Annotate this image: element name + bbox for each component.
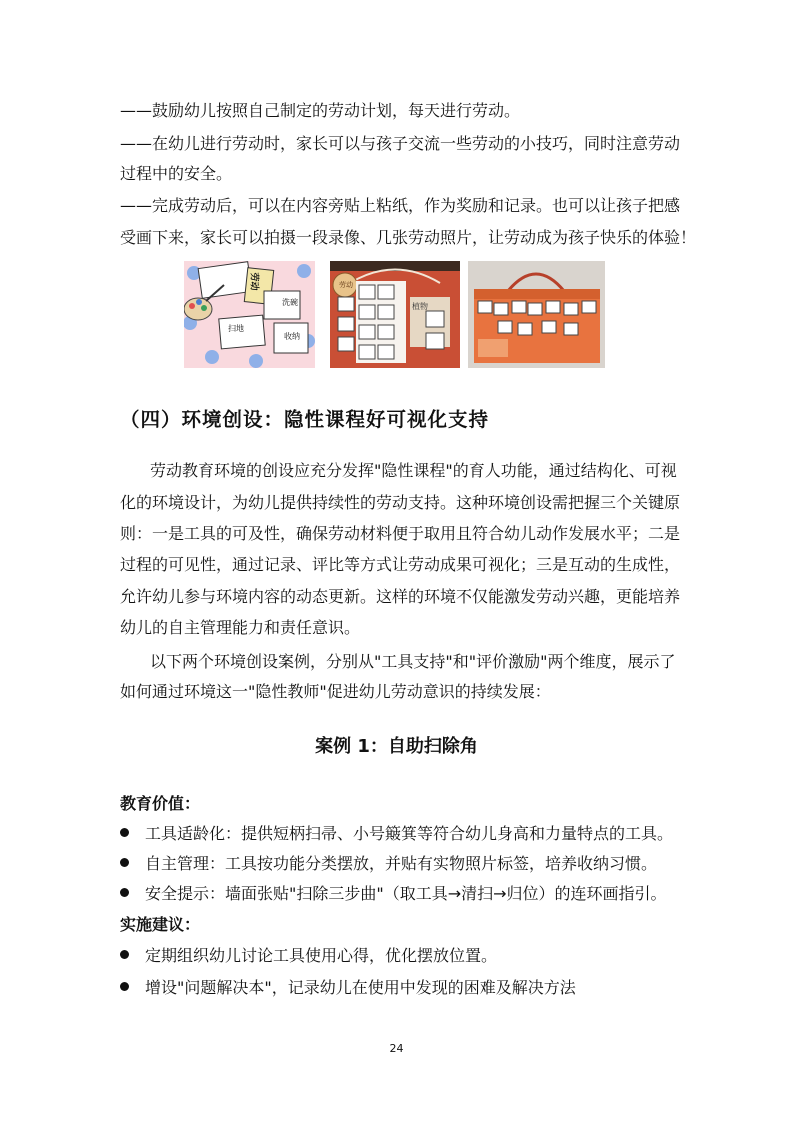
value-item-text: 自主管理：工具按功能分类摆放，并贴有实物照片标签，培养收纳习惯。 <box>145 854 658 873</box>
board-badge-label: 劳动 <box>339 281 353 289</box>
card-label-d: 收纳 <box>284 332 300 341</box>
value-label: 教育价值： <box>120 794 201 813</box>
para1-line-6: 幼儿的自主管理能力和责任意识。 <box>120 618 361 637</box>
intro-line-5: 受画下来，家长可以拍摄一段录像、几张劳动照片，让劳动成为孩子快乐的体验！ <box>120 228 697 247</box>
page-number: 24 <box>389 1042 404 1055</box>
bullet-dot <box>120 828 129 837</box>
bullet-dot <box>120 982 129 991</box>
bullet-dot <box>120 888 129 897</box>
suggest-item-text: 增设"问题解决本"，记录幼儿在使用中发现的困难及解决方法 <box>145 978 576 997</box>
value-item-2 <box>120 851 657 874</box>
suggest-label: 实施建议： <box>120 915 201 934</box>
para1-line-5: 允许幼儿参与环境内容的动态更新。这样的环境不仅能激发劳动兴趣，更能培养 <box>120 587 681 606</box>
intro-line-4: ——完成劳动后，可以在内容旁贴上粘纸，作为奖励和记录。也可以让孩子把感 <box>120 196 681 215</box>
bullet-dot <box>120 950 129 959</box>
para2-line-1: 以下两个环境创设案例，分别从"工具支持"和"评价激励"两个维度，展示了 <box>150 652 676 671</box>
case-title: 案例 1：自助扫除角 <box>315 736 478 757</box>
bullet-dot <box>120 858 129 867</box>
photo-orange-bag <box>468 261 605 368</box>
para1-line-4: 过程的可见性，通过记录、评比等方式让劳动成果可视化；三是互动的生成性， <box>120 555 681 574</box>
intro-line-1: ——鼓励幼儿按照自己制定的劳动计划，每天进行劳动。 <box>120 101 521 120</box>
board-label: 植物 <box>412 302 428 311</box>
card-label-a: 劳动 <box>248 272 259 291</box>
suggest-item-2 <box>120 975 576 998</box>
para1-line-1: 劳动教育环境的创设应充分发挥"隐性课程"的育人功能，通过结构化、可视 <box>150 461 677 480</box>
orange-bag-illustration <box>468 261 605 368</box>
value-item-text: 安全提示：墙面张贴"扫除三步曲"（取工具→清扫→归位）的连环画指引。 <box>145 884 667 903</box>
value-item-3 <box>120 881 667 904</box>
para1-line-2: 化的环境设计，为幼儿提供持续性的劳动支持。这种环境创设需把握三个关键原 <box>120 493 681 512</box>
value-item-1 <box>120 821 673 844</box>
suggest-item-1 <box>120 943 497 966</box>
suggest-item-text: 定期组织幼儿讨论工具使用心得，优化摆放位置。 <box>145 946 498 965</box>
intro-line-3: 过程中的安全。 <box>120 164 233 183</box>
value-item-text: 工具适龄化：提供短柄扫帚、小号簸箕等符合幼儿身高和力量特点的工具。 <box>145 824 674 843</box>
card-label-b: 洗碗 <box>282 298 298 307</box>
para2-line-2: 如何通过环境这一"隐性教师"促进幼儿劳动意识的持续发展： <box>120 682 551 701</box>
section-heading: （四）环境创设：隐性课程好可视化支持 <box>120 408 490 431</box>
photo-orange-board <box>330 261 460 368</box>
card-label-c: 扫地 <box>228 324 244 333</box>
photo-labor-cards <box>184 261 315 368</box>
orange-board-illustration <box>330 261 460 368</box>
intro-line-2: ——在幼儿进行劳动时，家长可以与孩子交流一些劳动的小技巧，同时注意劳动 <box>120 134 681 153</box>
para1-line-3: 则：一是工具的可及性，确保劳动材料便于取用且符合幼儿动作发展水平；二是 <box>120 524 681 543</box>
